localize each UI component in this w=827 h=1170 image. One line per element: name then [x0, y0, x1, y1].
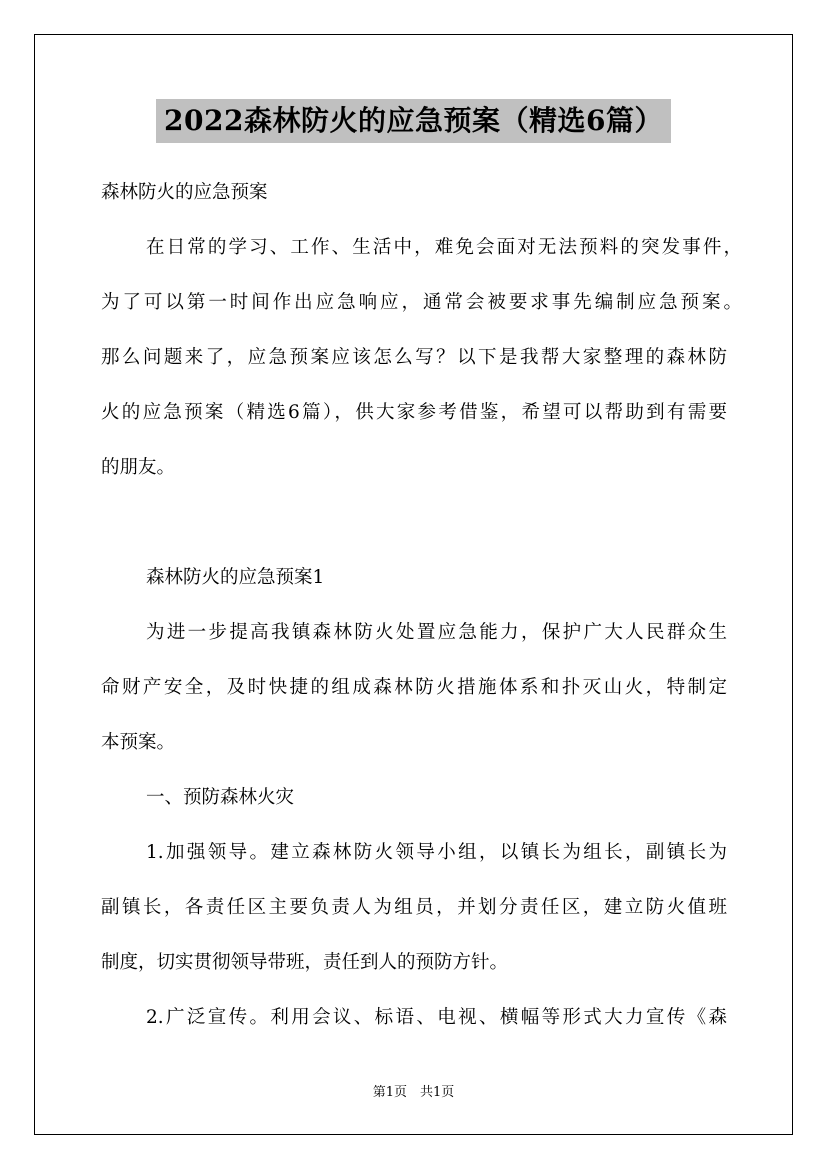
paragraph-line: 在日常的学习、工作、生活中，难免会面对无法预料的突发事件， [146, 237, 742, 258]
paragraph-line: 副镇长，各责任区主要负责人为组员，并划分责任区，建立防火值班 [101, 897, 727, 918]
paragraph-line: 本预案。 [101, 732, 176, 753]
paragraph-line: 命财产安全，及时快捷的组成森林防火措施体系和扑灭山火，特制定 [101, 677, 727, 698]
page-footer: 第1页 共1页 [372, 1085, 455, 1100]
section-heading: 森林防火的应急预案1 [146, 567, 325, 588]
section-heading: 森林防火的应急预案 [101, 182, 268, 203]
paragraph-line: 2.广泛宣传。利用会议、标语、电视、横幅等形式大力宣传《森 [146, 1007, 727, 1028]
title-container [0, 99, 827, 143]
paragraph-line: 为了可以第一时间作出应急响应，通常会被要求事先编制应急预案。 [101, 292, 742, 313]
paragraph-line: 1.加强领导。建立森林防火领导小组，以镇长为组长，副镇长为 [146, 842, 727, 863]
subsection-heading: 一、预防森林火灾 [146, 787, 295, 808]
paragraph-line: 为进一步提高我镇森林防火处置应急能力，保护广大人民群众生 [146, 622, 727, 643]
paragraph-line: 制度，切实贯彻领导带班，责任到人的预防方针。 [101, 952, 509, 973]
paragraph-line: 火的应急预案（精选6篇），供大家参考借鉴，希望可以帮助到有需要 [101, 402, 727, 423]
paragraph-line: 的朋友。 [101, 457, 176, 478]
paragraph-line: 那么问题来了，应急预案应该怎么写？以下是我帮大家整理的森林防 [101, 347, 727, 368]
document-title: 2022森林防火的应急预案（精选6篇） [156, 99, 671, 143]
